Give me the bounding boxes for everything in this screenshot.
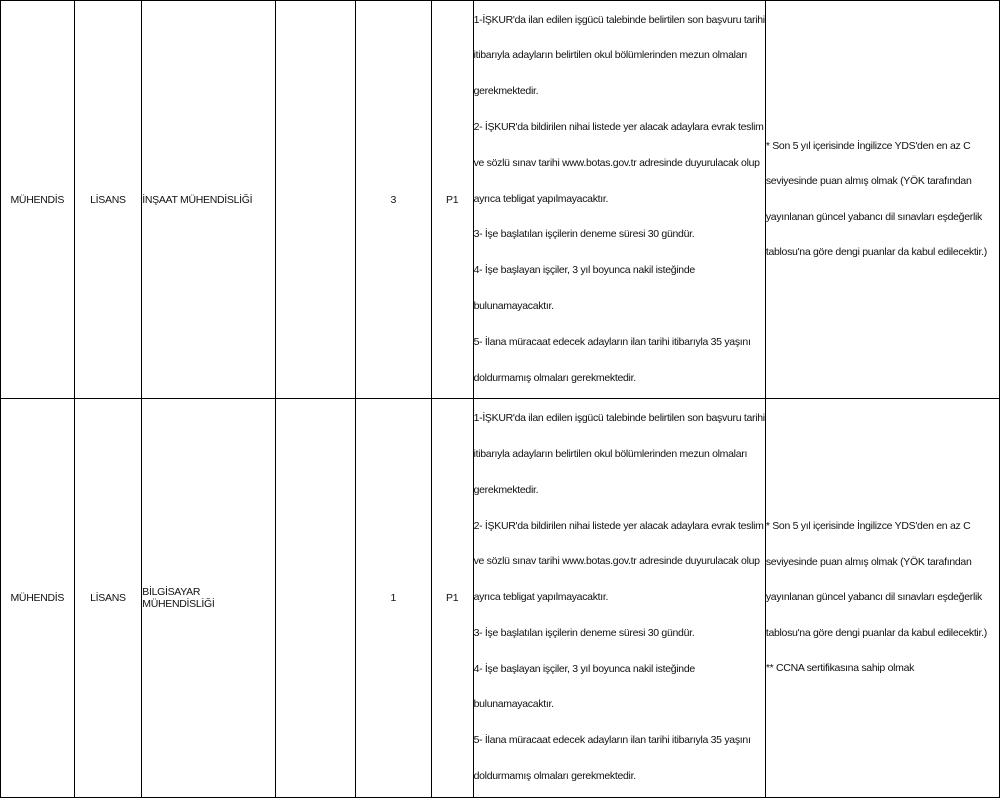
requirement-line: itibarıyla adayların belirtilen okul bölümlerinden mezun olmaları	[473, 447, 748, 460]
extra-cell	[275, 399, 355, 798]
special-qualifications	[765, 1, 999, 399]
personnel-group: P1	[431, 1, 473, 399]
education-level: LİSANS	[74, 399, 142, 798]
qualification-line: yayınlanan güncel yabancı dil sınavları eşdeğerlik	[765, 591, 982, 604]
position-count: 3	[355, 1, 431, 399]
qualification-line: * Son 5 yıl içerisinde İngilizce YDS'den en az C	[765, 520, 971, 533]
requirement-line: ve sözlü sınav tarihi www.botas.gov.tr adresinde duyurulacak olup	[473, 555, 760, 568]
requirement-line: 3- İşe başlatılan işçilerin deneme süresi 30 gündür.	[473, 626, 695, 639]
requirement-line: gerekmektedir.	[473, 483, 539, 496]
table-row	[1, 399, 1000, 798]
education-level: LİSANS	[74, 1, 142, 399]
requirement-line: ayrıca tebligat yapılmayacaktır.	[473, 591, 609, 604]
general-requirements	[473, 399, 765, 798]
requirement-line: bulunamayacaktır.	[473, 299, 554, 312]
department-name: İNŞAAT MÜHENDİSLİĞİ	[142, 1, 276, 399]
extra-cell	[275, 1, 355, 399]
personnel-group: P1	[431, 399, 473, 798]
qualification-line: seviyesinde puan almış olmak (YÖK tarafından	[765, 555, 972, 568]
requirement-line: doldurmamış olmaları gerekmektedir.	[473, 371, 636, 384]
requirement-line: 2- İŞKUR'da bildirilen nihai listede yer alacak adaylara evrak teslim	[473, 519, 764, 532]
requirement-line: doldurmamış olmaları gerekmektedir.	[473, 770, 636, 783]
qualification-line: seviyesinde puan almış olmak (YÖK tarafından	[765, 175, 972, 187]
requirement-line: 5- İlana müracaat edecek adayların ilan tarihi itibarıyla 35 yaşını	[473, 335, 751, 348]
requirement-line: 2- İŞKUR'da bildirilen nihai listede yer alacak adaylara evrak teslim	[473, 121, 764, 133]
qualification-line: tablosu'na göre dengi puanlar da kabul edilecektir.)	[765, 246, 987, 258]
requirement-line: gerekmektedir.	[473, 85, 539, 98]
requirement-line: ayrıca tebligat yapılmayacaktır.	[473, 192, 609, 205]
position-count: 1	[355, 399, 431, 798]
requirement-line: itibarıyla adayların belirtilen okul bölümlerinden mezun olmaları	[473, 49, 748, 62]
requirement-line: bulunamayacaktır.	[473, 698, 554, 711]
position-title: MÜHENDİS	[1, 1, 75, 399]
requirement-line: 4- İşe başlayan işçiler, 3 yıl boyunca nakil isteğinde	[473, 264, 695, 277]
requirement-line: 5- İlana müracaat edecek adayların ilan tarihi itibarıyla 35 yaşını	[473, 734, 751, 747]
general-requirements	[473, 1, 765, 399]
qualification-line: * Son 5 yıl içerisinde İngilizce YDS'den en az C	[765, 139, 971, 152]
requirement-line: ve sözlü sınav tarihi www.botas.gov.tr adresinde duyurulacak olup	[473, 156, 760, 169]
requirement-line: 4- İşe başlayan işçiler, 3 yıl boyunca nakil isteğinde	[473, 662, 695, 675]
department-name: BİLGİSAYAR MÜHENDİSLİĞİ	[142, 399, 276, 798]
qualification-line: tablosu'na göre dengi puanlar da kabul edilecektir.)	[765, 626, 987, 639]
position-title: MÜHENDİS	[1, 399, 75, 798]
special-qualifications	[765, 399, 999, 798]
requirement-line: 1-İŞKUR'da ilan edilen işgücü talebinde belirtilen son başvuru tarihi	[473, 13, 765, 26]
requirement-line: 1-İŞKUR'da ilan edilen işgücü talebinde belirtilen son başvuru tarihi	[473, 412, 765, 425]
qualification-line: ** CCNA sertifikasına sahip olmak	[765, 662, 915, 675]
requirement-line: 3- İşe başlatılan işçilerin deneme süresi 30 gündür.	[473, 228, 695, 241]
table-row	[1, 1, 1000, 399]
qualification-line: yayınlanan güncel yabancı dil sınavları eşdeğerlik	[765, 210, 982, 223]
